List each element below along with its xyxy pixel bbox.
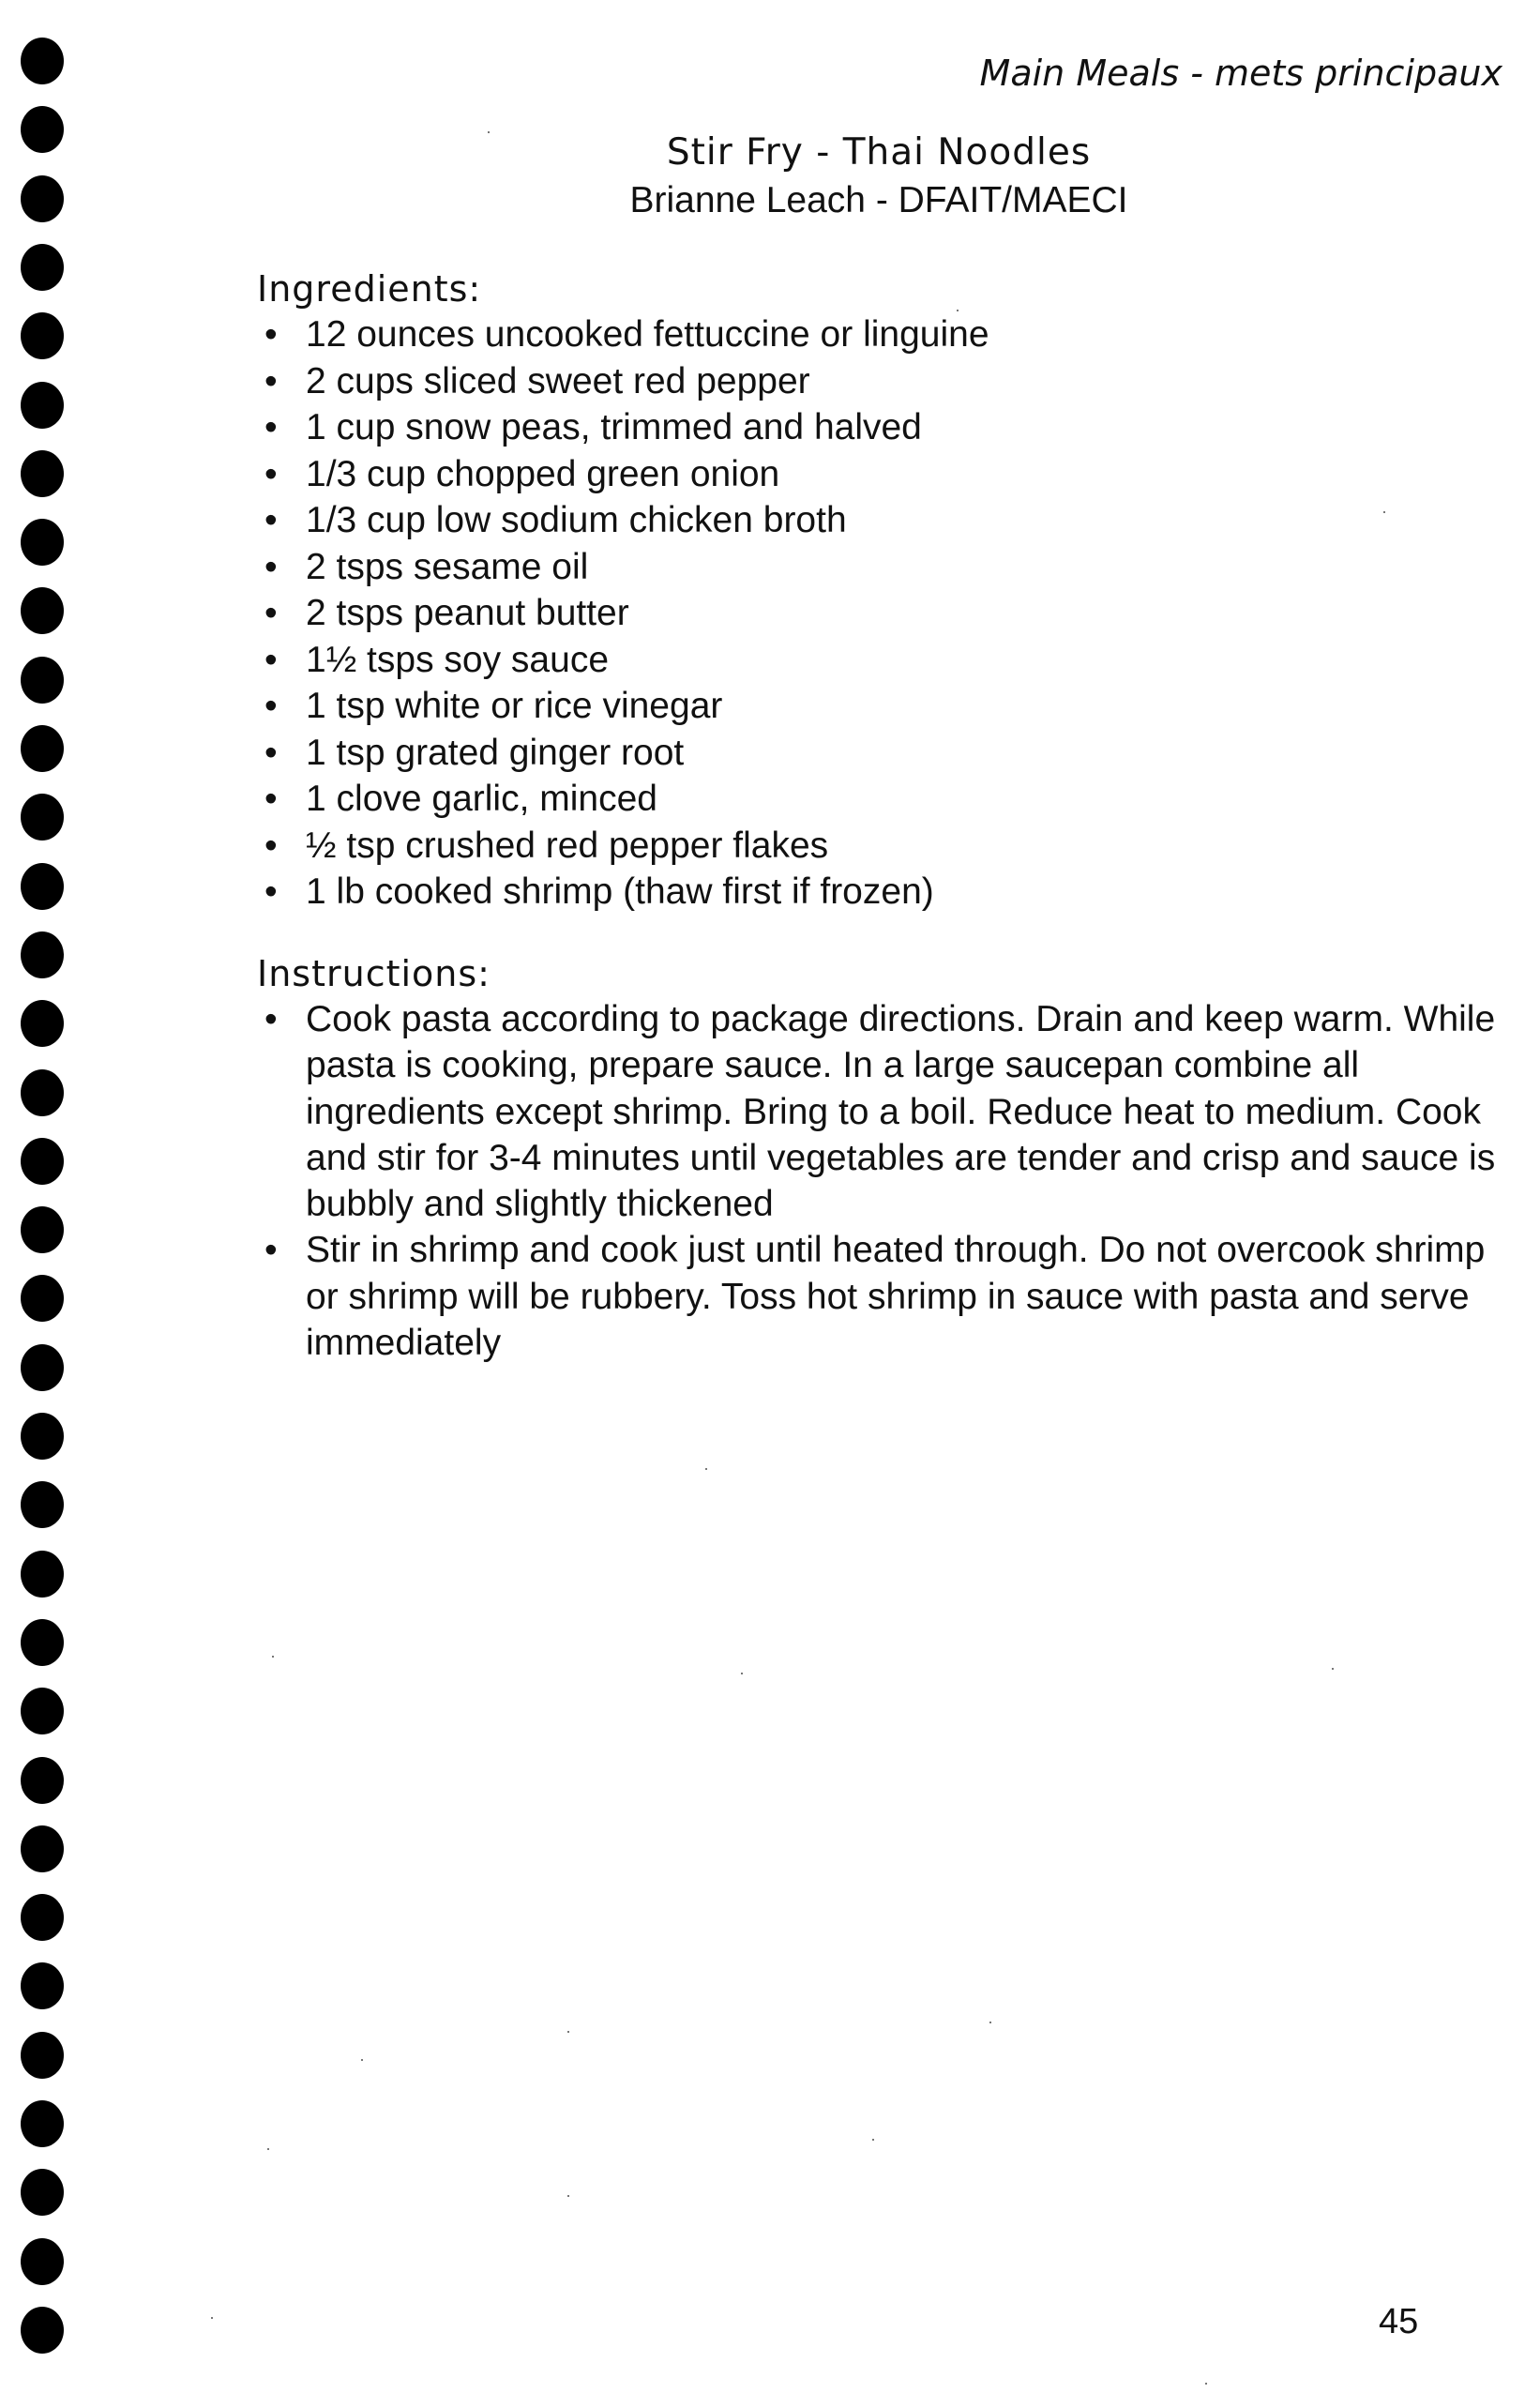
binding-hole — [21, 1069, 64, 1116]
instructions-list — [257, 996, 1504, 1366]
page-number: 45 — [1379, 2302, 1419, 2341]
scan-speck — [989, 2022, 991, 2023]
binding-hole — [21, 2169, 64, 2216]
recipe-author: Brianne Leach - DFAIT/MAECI — [629, 180, 1128, 220]
binding-hole — [21, 931, 64, 978]
binding-hole — [21, 1825, 64, 1872]
binding-hole — [21, 38, 64, 84]
scan-speck — [211, 2317, 213, 2319]
instruction-step: • Stir in shrimp and cook just until heated through. Do not overcook shrimp or shrimp will be rubbery. Toss hot shrimp in sauce with pasta and serve immediately — [257, 1227, 1504, 1366]
scan-speck — [567, 2031, 569, 2033]
binding-hole — [21, 2032, 64, 2079]
ingredient-item: • 2 cups sliced sweet red pepper — [257, 358, 989, 405]
ingredients-list — [257, 311, 989, 916]
scan-speck — [1332, 1668, 1334, 1670]
binding-hole — [21, 1551, 64, 1598]
ingredient-item: • 2 tsps sesame oil — [257, 544, 989, 591]
scan-speck — [1205, 2383, 1207, 2385]
ingredient-item: • 1 tsp white or rice vinegar — [257, 683, 989, 730]
binding-hole — [21, 2307, 64, 2354]
scan-speck — [957, 310, 959, 311]
ingredient-item: • 1 clove garlic, minced — [257, 776, 989, 823]
binding-hole — [21, 1138, 64, 1185]
binding-hole — [21, 1344, 64, 1391]
binding-hole — [21, 725, 64, 772]
binding-hole — [21, 863, 64, 910]
scan-speck — [741, 1673, 743, 1674]
binding-hole — [21, 1962, 64, 2009]
binding-hole — [21, 1481, 64, 1528]
binding-hole — [21, 1000, 64, 1047]
binding-hole — [21, 1413, 64, 1460]
ingredient-item: • 1½ tsps soy sauce — [257, 637, 989, 684]
ingredients-heading: Ingredients: — [257, 268, 482, 310]
binding-hole — [21, 1757, 64, 1804]
ingredient-item: • 1/3 cup chopped green onion — [257, 451, 989, 498]
recipe-title: Stir Fry - Thai Noodles — [666, 131, 1092, 174]
instructions-heading: Instructions: — [257, 953, 491, 994]
scan-speck — [567, 2195, 569, 2197]
scan-speck — [1383, 511, 1385, 513]
spiral-binding-holes — [21, 38, 64, 2383]
binding-hole — [21, 1688, 64, 1734]
ingredient-item: • 1 cup snow peas, trimmed and halved — [257, 404, 989, 451]
ingredient-item: • 1/3 cup low sodium chicken broth — [257, 497, 989, 544]
binding-hole — [21, 1206, 64, 1253]
binding-hole — [21, 519, 64, 566]
binding-hole — [21, 587, 64, 634]
section-header: Main Meals - mets principaux — [979, 53, 1502, 94]
binding-hole — [21, 382, 64, 429]
binding-hole — [21, 450, 64, 497]
scan-speck — [272, 1656, 274, 1658]
binding-hole — [21, 1275, 64, 1322]
binding-hole — [21, 657, 64, 704]
ingredient-item: • 12 ounces uncooked fettuccine or linguine — [257, 311, 989, 358]
ingredient-item: • 1 lb cooked shrimp (thaw first if frozen) — [257, 869, 989, 916]
binding-hole — [21, 312, 64, 359]
ingredient-item: • 1 tsp grated ginger root — [257, 730, 989, 777]
ingredient-item: • ½ tsp crushed red pepper flakes — [257, 823, 989, 870]
scan-speck — [267, 2148, 269, 2150]
binding-hole — [21, 2238, 64, 2285]
scan-speck — [361, 2059, 363, 2061]
scan-speck — [872, 2139, 874, 2141]
binding-hole — [21, 1619, 64, 1666]
binding-hole — [21, 2100, 64, 2147]
scan-speck — [705, 1468, 707, 1470]
binding-hole — [21, 1894, 64, 1941]
binding-hole — [21, 244, 64, 291]
instruction-step: • Cook pasta according to package directions. Drain and keep warm. While pasta is cooking, prepare sauce. In a large saucepan combine all ingredients except shrimp. Bring to a boil. Reduce heat to medium. Cook and stir for 3-4 minutes until vegetables are tender and crisp and sauce is bubbly and slightly thickened — [257, 996, 1504, 1227]
binding-hole — [21, 794, 64, 841]
scan-speck — [488, 131, 490, 133]
ingredient-item: • 2 tsps peanut butter — [257, 590, 989, 637]
